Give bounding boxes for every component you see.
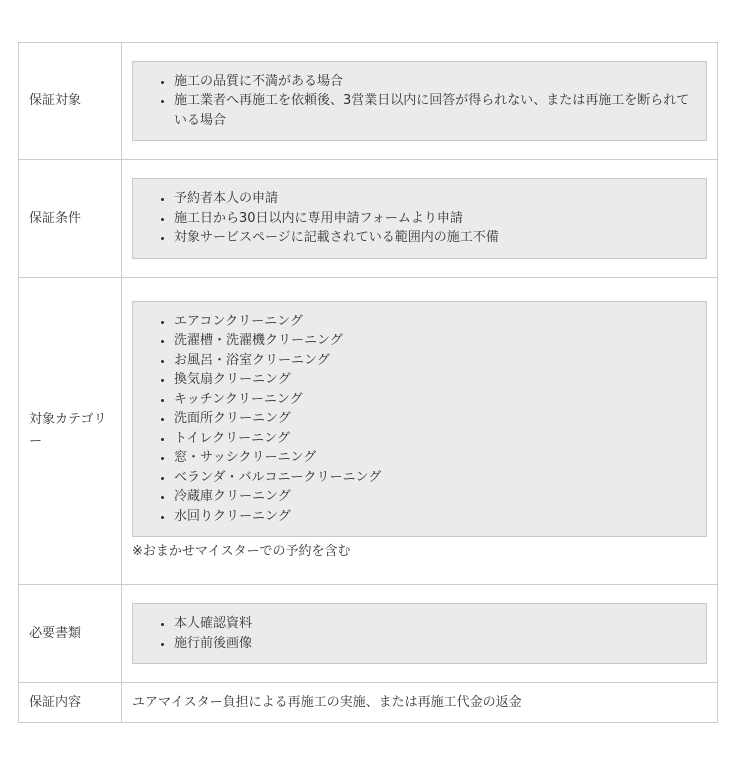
row-guarantee-conditions	[19, 160, 718, 278]
item-box	[132, 178, 707, 259]
list-item: • 本人確認資料	[174, 614, 696, 634]
row-content	[122, 160, 718, 278]
item-list	[133, 312, 696, 527]
item-box	[132, 301, 707, 538]
list-item: • ベランダ・バルコニークリーニング	[174, 468, 696, 488]
item-box	[132, 61, 707, 142]
list-item: • 施行前後画像	[174, 634, 696, 654]
list-item: • キッチンクリーニング	[174, 390, 696, 410]
list-item: • 施工の品質に不満がある場合	[174, 72, 696, 92]
list-item: • 換気扇クリーニング	[174, 370, 696, 390]
row-content	[122, 43, 718, 160]
row-content	[122, 278, 718, 585]
list-item: • 窓・サッシクリーニング	[174, 448, 696, 468]
item-box	[132, 603, 707, 664]
row-required-documents	[19, 585, 718, 683]
list-item: • 水回りクリーニング	[174, 507, 696, 527]
list-item: • 冷蔵庫クリーニング	[174, 487, 696, 507]
row-label: 必要書類	[19, 585, 122, 683]
list-item: • 洗濯槽・洗濯機クリーニング	[174, 331, 696, 351]
row-guarantee-target	[19, 43, 718, 160]
row-content-text: ユアマイスター負担による再施工の実施、または再施工代金の返金	[122, 683, 718, 723]
list-item: • トイレクリーニング	[174, 429, 696, 449]
item-list	[133, 72, 696, 131]
list-item: • 施工日から30日以内に専用申請フォームより申請	[174, 209, 696, 229]
list-item: • 洗面所クリーニング	[174, 409, 696, 429]
row-label: 保証条件	[19, 160, 122, 278]
row-guarantee-details	[19, 683, 718, 723]
list-item: • 予約者本人の申請	[174, 189, 696, 209]
list-item: • お風呂・浴室クリーニング	[174, 351, 696, 371]
list-item: • 施工業者へ再施工を依頼後、3営業日以内に回答が得られない、または再施工を断られている場合	[174, 91, 696, 130]
row-content	[122, 585, 718, 683]
row-label: 保証対象	[19, 43, 122, 160]
guarantee-table	[18, 42, 718, 723]
item-list	[133, 189, 696, 248]
row-label: 対象カテゴリー	[19, 278, 122, 585]
item-list	[133, 614, 696, 653]
list-item: • 対象サービスページに記載されている範囲内の施工不備	[174, 228, 696, 248]
category-note: ※おまかせマイスターでの予約を含む	[132, 544, 351, 560]
list-item: • エアコンクリーニング	[174, 312, 696, 332]
row-label: 保証内容	[19, 683, 122, 723]
row-target-categories	[19, 278, 718, 585]
